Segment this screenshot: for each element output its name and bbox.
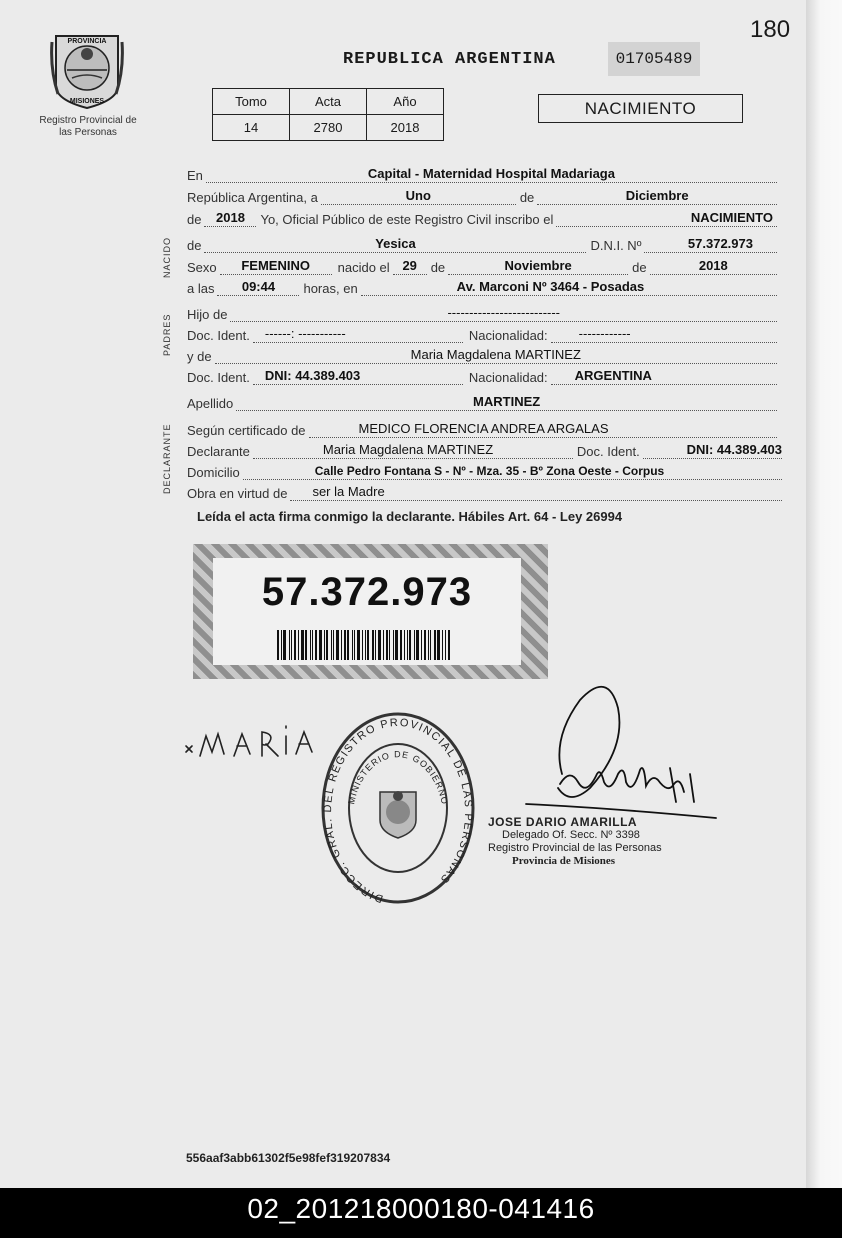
value-dni: 57.372.973 [687,236,753,251]
row-apellido [187,393,777,411]
barcode-bar [281,630,282,660]
label-apellido: Apellido [187,396,234,411]
label-nac-madre: Nacionalidad: [468,370,548,385]
barcode-bar [341,630,342,660]
record-type-box: NACIMIENTO [538,94,743,123]
value-father: -------------------------- [447,305,561,320]
value-doc-padre: ------: ----------- [264,326,346,341]
side-label-padres: PADRES [162,313,172,356]
value-year: 2018 [216,210,245,225]
barcode-bar [315,630,317,660]
footer-file-id: 02_201218000180-041416 [0,1188,842,1238]
row-declarante [187,441,782,459]
barcode-bar [389,630,390,660]
barcode-bar [354,630,355,660]
barcode-bar [372,630,374,660]
value-acta: 2780 [290,115,367,141]
value-declarante: Maria Magdalena MARTINEZ [322,442,494,457]
value-ano: 2018 [367,115,444,141]
document-hash: 556aaf3abb61302f5e98fef319207834 [186,1151,391,1165]
barcode-bar [277,630,279,660]
value-obra: ser la Madre [312,484,385,499]
barcode-bar [400,630,402,660]
value-mother: Maria Magdalena MARTINEZ [410,347,581,362]
row-en [187,165,777,183]
label-en: En [187,168,203,183]
officer-province: Provincia de Misiones [512,855,616,867]
barcode-bar [298,630,299,660]
value-nac-padre: ------------ [578,326,631,341]
stamp-inner-text: MINISTERIO DE GOBIERNO [346,749,450,806]
dni-sticker-number: 57.372.973 [261,570,473,614]
book-reference-table [212,88,444,141]
label-y-de: y de [187,349,212,364]
label-certificado: Según certificado de [187,423,306,438]
label-de-month: de [519,190,535,205]
value-domicilio: Calle Pedro Fontana S - Nº - Mza. 35 - Bº Zona Oeste - Corpus [314,464,665,478]
label-doc-declarante: Doc. Ident. [576,444,640,459]
label-declarante: Declarante [187,444,250,459]
barcode-bar [289,630,290,660]
row-doc-padre [187,325,777,343]
side-label-nacido: NACIDO [162,236,172,278]
row-obra [187,483,782,501]
barcode-bar [421,630,422,660]
barcode-bar [305,630,307,660]
barcode-bar [333,630,334,660]
side-label-declarante: DECLARANTE [162,423,172,494]
value-certificado: MEDICO FLORENCIA ANDREA ARGALAS [358,421,609,436]
officer-organization: Registro Provincial de las Personas [488,842,662,854]
label-nac-padre: Nacionalidad: [468,328,548,343]
value-first-name: Yesica [375,236,416,251]
header-ano: Año [367,89,444,115]
handwritten-signature [182,722,322,772]
value-month: Diciembre [625,188,689,203]
value-tomo: 14 [213,115,290,141]
value-day-text: Uno [405,188,431,203]
label-domicilio: Domicilio [187,465,240,480]
row-domicilio [187,462,782,480]
label-obra: Obra en virtud de [187,486,288,501]
value-birth-year: 2018 [698,258,728,273]
barcode-bar [352,630,353,660]
value-birth-address: Av. Marconi Nº 3464 - Posadas [456,279,645,294]
barcode-bar [367,630,369,660]
closing-statement: Leída el acta firma conmigo la declarante. Hábiles Art. 64 - Ley 26994 [197,509,623,524]
barcode-bar [442,630,443,660]
label-horas-en: horas, en [303,281,358,296]
barcode-bar [362,630,363,660]
label-doc-madre: Doc. Ident. [187,370,250,385]
officer-signature [430,678,730,828]
value-birth-day: 29 [402,258,417,273]
label-sexo: Sexo [187,260,217,275]
label-de-birth-month: de [430,260,446,275]
row-inscribo [187,209,777,227]
barcode-bar [324,630,325,660]
value-nacimiento: NACIMIENTO [690,210,773,225]
barcode-bar [331,630,332,660]
barcode-bar [357,630,360,660]
row-certificado [187,420,777,438]
label-inscribo-text: Yo, Oficial Público de este Registro Civil inscribo el [260,212,554,227]
stamp-outer-text: DIRECC. GRAL. DEL REGISTRO PROVINCIAL DE LAS PERSONAS [321,716,475,905]
barcode-bar [319,630,322,660]
barcode-bar [416,630,419,660]
registry-caption: Registro Provincial de las Personas [39,115,137,138]
header-acta: Acta [290,89,367,115]
officer-role: Delegado Of. Secc. Nº 3398 [502,829,640,841]
barcode-bar [448,630,450,660]
barcode-bar [430,630,431,660]
barcode-bar [336,630,339,660]
barcode-bar [404,630,405,660]
barcode-bar [424,630,426,660]
officer-block [488,816,662,868]
value-apellido: MARTINEZ [473,394,541,409]
barcode-bar [395,630,398,660]
barcode-bar [386,630,388,660]
dni-sticker-inner [213,558,521,665]
label-de-nombre: de [187,238,202,253]
value-doc-madre: DNI: 44.389.403 [264,368,361,383]
label-a-las: a las [187,281,215,296]
row-republica [187,187,777,205]
barcode-bar [283,630,286,660]
barcode-bar [375,630,376,660]
row-doc-madre [187,367,777,385]
barcode-bar [347,630,349,660]
barcode-bar [434,630,436,660]
barcode-bar [326,630,328,660]
page-number: 180 [750,16,791,43]
row-sexo [187,257,777,275]
document-title: REPUBLICA ARGENTINA [343,50,556,69]
dni-sticker [193,544,548,679]
value-birth-month: Noviembre [504,258,572,273]
barcode-bar [344,630,346,660]
barcode-bar [414,630,415,660]
officer-name: JOSE DARIO AMARILLA [488,815,638,829]
barcode-bar [445,630,446,660]
barcode-bar [393,630,394,660]
provincial-seal-logo [50,30,124,110]
value-nac-madre: ARGENTINA [574,368,652,383]
label-nacido-el: nacido el [337,260,390,275]
barcode-bar [301,630,304,660]
label-republica: República Argentina, a [187,190,318,205]
value-sexo: FEMENINO [241,258,310,273]
row-madre [187,346,777,364]
row-hora [187,278,777,296]
label-de-year: de [187,212,202,227]
value-place: Capital - Maternidad Hospital Madariaga [367,166,615,181]
row-hijo-de [187,304,777,322]
label-dni: D.N.I. Nº [590,238,642,253]
barcode-bar [428,630,429,660]
label-hijo-de: Hijo de [187,307,228,322]
barcode-bar [310,630,311,660]
value-hora: 09:44 [241,279,276,294]
barcode-bar [378,630,381,660]
barcode-bar [409,630,411,660]
row-nombre [187,235,777,253]
seal-top-text: PROVINCIA [67,38,107,45]
value-doc-declarante: DNI: 44.389.403 [686,442,782,457]
barcode-bar [291,630,292,660]
sheet-edge-shadow [806,0,842,1188]
seal-bottom-text: MISIONES [69,98,105,105]
serial-number: 01705489 [608,42,700,76]
barcode-bar [312,630,313,660]
barcode [277,630,473,660]
barcode-bar [383,630,384,660]
barcode-bar [437,630,440,660]
barcode-bar [294,630,296,660]
barcode-bar [365,630,366,660]
label-de-birth-year: de [632,260,647,275]
label-doc-padre: Doc. Ident. [187,328,250,343]
header-tomo: Tomo [213,89,290,115]
barcode-bar [407,630,408,660]
